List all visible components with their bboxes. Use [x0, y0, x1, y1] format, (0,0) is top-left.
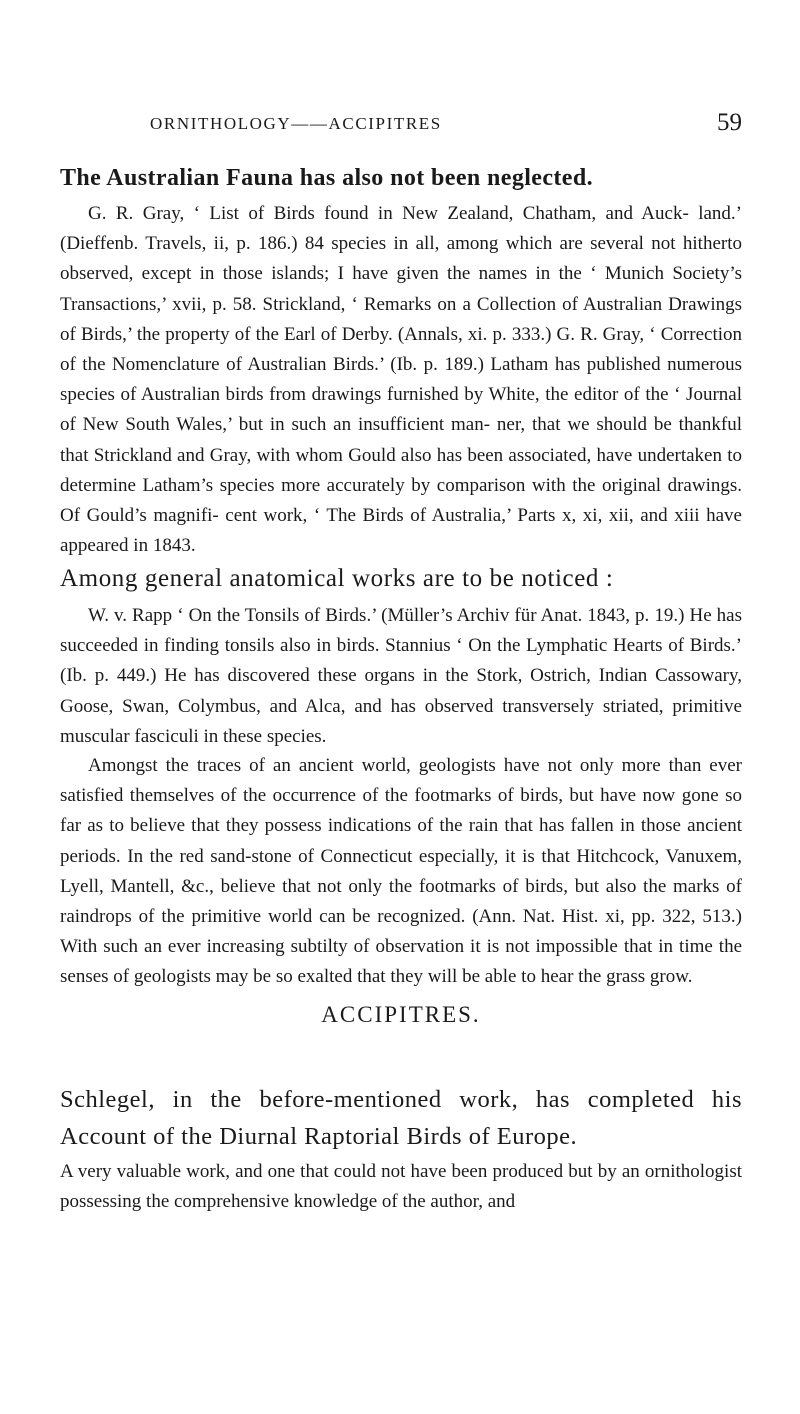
australian-fauna-paragraph: G. R. Gray, ‘ List of Birds found in New Zealand, Chatham, and Auck- land.’ (Dieffenb. Travels, ii, p. 186.) 84 species in all, among which are several not hitherto observed, except in those islands; I have given the names in the ‘ Munich Society’s Transactions,’ xvii, p. 58. Strickland, ‘ Remarks on a Collection of Australian Drawings of Birds,’ the property of the Earl of Derby. (Annals, xi. p. 333.) G. R. Gray, ‘ Correction of the Nomenclature of Australian Birds.’ (Ib. p. 189.) Latham has published numerous species of Australian birds from drawings furnished by White, the editor of the ‘ Journal of New South Wales,’ but in such an insufficient man- ner, that we should be thankful that Strickland and Gray, with whom Gould also has been associated, have undertaken to determine Latham’s species more accurately by comparison with the original drawings. Of Gould’s magnifi- cent work, ‘ The Birds of Australia,’ Parts x, xi, xii, and xiii have appeared in 1843. — [60, 203, 742, 557]
australian-fauna-lead: The Australian Fauna has also not been neglected. — [60, 165, 593, 191]
running-head — [60, 109, 742, 142]
anatomical-works-lead: Among general anatomical works are to be noticed : — [60, 565, 614, 592]
schlegel-lead: Schlegel, in the before-mentioned work, has completed his Account of the Diurnal Raptorial Birds of Europe. — [60, 1086, 742, 1150]
tonsils-paragraph: W. v. Rapp ‘ On the Tonsils of Birds.’ (Müller’s Archiv für Anat. 1843, p. 19.) He has succeeded in finding tonsils also in birds. Stannius ‘ On the Lymphatic Hearts of Birds.’ (Ib. p. 449.) He has discovered these organs in the Stork, Ostrich, Indian Cassowary, Goose, Swan, Colymbus, and Alca, and has observed transversely striated, primitive muscular fasciculi in these species. — [60, 605, 742, 747]
schlegel-paragraph: A very valuable work, and one that could not have been produced but by an ornithologist possessing the comprehensive knowledge of the author, and — [60, 1161, 742, 1213]
page-number: 59 — [717, 109, 742, 136]
section-heading-accipitres: ACCIPITRES. — [321, 1002, 481, 1027]
running-title: ORNITHOLOGY——ACCIPITRES — [150, 114, 442, 133]
footmarks-paragraph: Amongst the traces of an ancient world, geologists have not only more than ever satisfied themselves of the occurrence of the footmarks of birds, but have now gone so far as to believe that they possess indications of the rain that has fallen in those ancient periods. In the red sand-stone of Connecticut especially, it is that Hitchcock, Vanuxem, Lyell, Mantell, &c., believe that not only the footmarks of birds, but also the marks of raindrops of the primitive world can be recognized. (Ann. Nat. Hist. xi, pp. 322, 513.) With such an ever increasing subtilty of observation it is not impossible that in time the senses of geologists may be so exalted that they will be able to hear the grass grow. — [60, 755, 742, 988]
